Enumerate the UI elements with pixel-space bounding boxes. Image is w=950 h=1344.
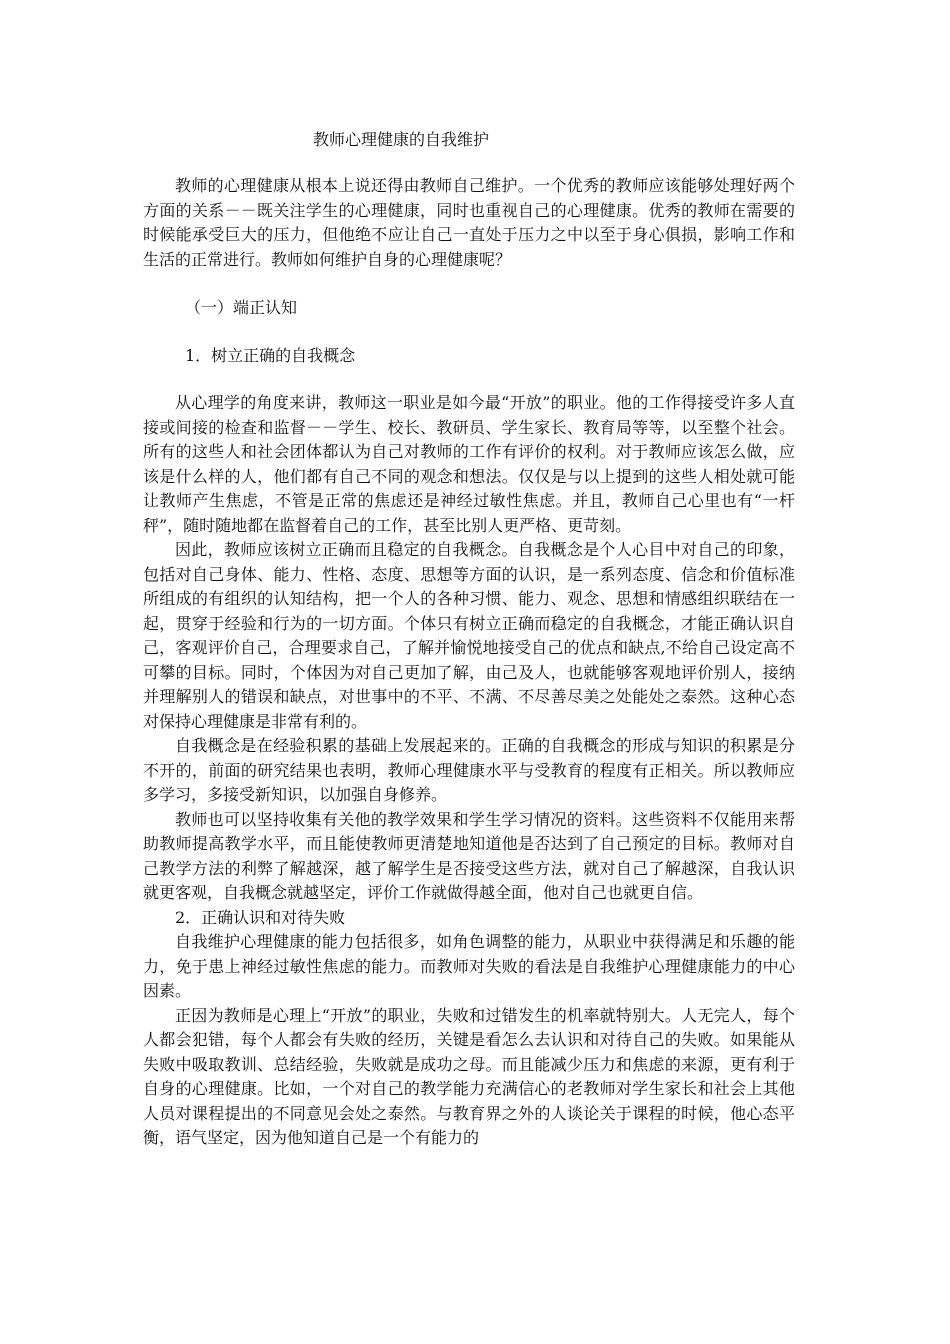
- body-paragraph: 正因为教师是心理上“开放”的职业，失败和过错发生的机率就特别大。人无完人，每个人都会犯错，每个人都会有失败的经历，关键是看怎么去认识和对待自己的失败。如果能从失败中吸取教训、总结经验，失败就是成功之母。而且能减少压力和焦虑的来源，更有利于自身的心理健康。比如，一个对自己的教学能力充满信心的老教师对学生家长和社会上其他人员对课程提出的不同意见会处之泰然。与教育界之外的人谈论关于课程的时候，他心态平衡，语气坚定，因为他知道自己是一个有能力的: [143, 1005, 795, 1147]
- intro-block: [143, 174, 795, 272]
- body-paragraph: 自我概念是在经验积累的基础上发展起来的。正确的自我概念的形成与知识的积累是分不开的，前面的研究结果也表明，教师心理健康水平与受教育的程度有正相关。所以教师应多学习，多接受新知识，以加强自身修养。: [143, 736, 795, 804]
- body-paragraph: 教师也可以坚持收集有关他的教学效果和学生学习情况的资料。这些资料不仅能用来帮助教师提高教学水平，而且能使教师更清楚地知道他是否达到了自己预定的目标。教师对自己教学方法的利弊了解越深，越了解学生是否接受这些方法，就对自己了解越深，自我认识就更客观，自我概念就越坚定，评价工作就做得越全面，他对自己也就更自信。: [143, 809, 795, 902]
- subheading-self-concept: 1．树立正确的自我概念: [185, 346, 356, 365]
- subheading-failure: 2．正确认识和对待失败: [175, 907, 346, 927]
- body-paragraph: 因此，教师应该树立正确而且稳定的自我概念。自我概念是个人心目中对自己的印象，包括对自己身体、能力、性格、态度、思想等方面的认识，是一系列态度、信念和价值标准所组成的有组织的认知结构，把一个人的各种习惯、能力、观念、思想和情感组织联结在一起，贯穿于经验和行为的一切方面。个体只有树立正确而稳定的自我概念，才能正确认识自己，客观评价自己，合理要求自己，了解并愉悦地接受自己的优点和缺点,不给自己设定高不可攀的目标。同时，个体因为对自己更加了解，由己及人，也就能够客观地评价别人，接纳并理解别人的错误和缺点，对世事中的不平、不满、不尽善尽美之处能处之泰然。这种心态对保持心理健康是非常有利的。: [143, 540, 795, 731]
- main-body-block: [143, 391, 795, 1151]
- body-paragraph: 从心理学的角度来讲，教师这一职业是如今最“开放”的职业。他的工作得接受许多人直接或间接的检查和监督－－学生、校长、教研员、学生家长、教育局等等，以至整个社会。所有的这些人和社会团体都认为自己对教师的工作有评价的权利。对于教师应该怎么做，应该是什么样的人，他们都有自己不同的观念和想法。仅仅是与以上提到的这些人相处就可能让教师产生焦虑，不管是正常的焦虑还是神经过敏性焦虑。并且，教师自己心里也有“一杆秤”，随时随地都在监督着自己的工作，甚至比别人更严格、更苛刻。: [143, 393, 795, 535]
- section-heading: （一）端正认知: [185, 298, 298, 317]
- document-title: 教师心理健康的自我维护: [313, 130, 490, 149]
- body-paragraph: 自我维护心理健康的能力包括很多，如角色调整的能力，从职业中获得满足和乐趣的能力，免于患上神经过敏性焦虑的能力。而教师对失败的看法是自我维护心理健康能力的中心因素。: [143, 932, 795, 1000]
- intro-paragraph: 教师的心理健康从根本上说还得由教师自己维护。一个优秀的教师应该能够处理好两个方面的关系－－既关注学生的心理健康，同时也重视自己的心理健康。优秀的教师在需要的时候能承受巨大的压力，但他绝不应让自己一直处于压力之中以至于身心俱损，影响工作和生活的正常进行。教师如何维护自身的心理健康呢？: [143, 176, 795, 269]
